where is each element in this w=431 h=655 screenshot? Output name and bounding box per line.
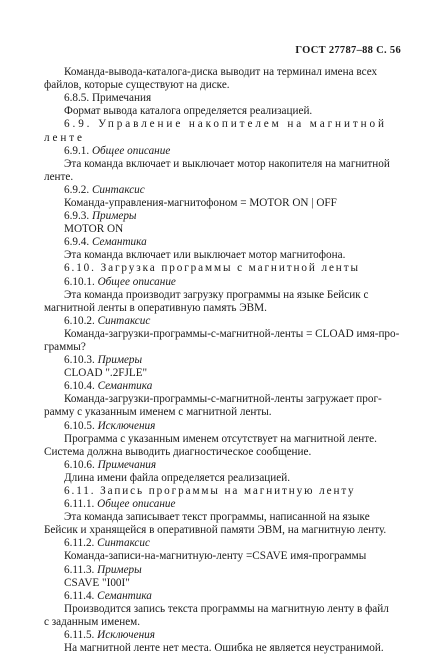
text-line: рамму с указанным именем с магнитной ленты. [44, 406, 272, 419]
text-line: Команда-вывода-каталога-диска выводит на терминал имена всех [64, 66, 378, 78]
text-line: с заданным именем. [44, 615, 141, 628]
text-line: Эта команда производит загрузку программы на языке Бейсик с [64, 288, 369, 301]
subsection-heading: 6.10.1. Общее описание [64, 275, 176, 288]
text-line: Команда-управления-магнитофоном = MOTOR ON | OFF [64, 196, 337, 209]
text-line: Программа с указанным именем отсутствует на магнитной ленте. [64, 432, 377, 445]
text-line: Формат вывода каталога определяется реализацией. [64, 105, 313, 118]
text-line: Бейсик и хранящейся в оперативной памяти ЭВМ, на магнитную ленту. [44, 524, 387, 537]
subsection-heading: 6.11.2. Синтаксис [64, 537, 150, 550]
section-heading: 6.10. Загрузка программы с магнитной ленты [64, 262, 360, 275]
subsection-heading: 6.11.1. Общее описание [64, 498, 176, 510]
section-heading: 6.9. Управление накопителем на магнитной [64, 118, 387, 131]
section-heading: 6.11. Запись программы на магнитную ленту [64, 484, 356, 497]
text-line: Команда-записи-на-магнитную-ленту =CSAVE имя-программы [64, 550, 367, 563]
code-example: CLOAD ".2FJLE" [64, 367, 148, 380]
subsection-heading: 6.10.2. Синтаксис [64, 314, 151, 327]
text-line: 6.8.5. Примечания [64, 92, 152, 105]
text-line: ленте. [44, 170, 74, 183]
code-example: MOTOR ON [64, 223, 124, 236]
subsection-heading: 6.9.3. Примеры [64, 210, 137, 222]
page-header: ГОСТ 27787–88 С. 56 [295, 45, 401, 56]
text-line: На магнитной ленте нет места. Ошибка не является неустранимой. [64, 642, 384, 654]
text-line: Команда-загрузки-программы-с-магнитной-ленты = CLOAD имя-про- [64, 327, 400, 340]
text-line: Эта команда включает и выключает мотор накопителя на магнитной [64, 157, 390, 170]
subsection-heading: 6.10.4. Семантика [64, 380, 153, 393]
subsection-heading: 6.10.6. Примечания [64, 458, 157, 471]
subsection-heading: 6.9.4. Семантика [64, 236, 147, 249]
subsection-heading: 6.10.3. Примеры [64, 354, 143, 366]
subsection-heading: 6.9.1. Общее описание [64, 144, 171, 157]
subsection-heading: 6.11.5. Исключения [64, 628, 155, 641]
text-line: граммы? [44, 340, 86, 353]
text-line: Система должна выводить диагностическое сообщение. [44, 445, 312, 458]
text-line: Эта команда включает или выключает мотор магнитофона. [64, 249, 346, 262]
text-line: файлов, которые существуют на диске. [44, 79, 230, 92]
text-line: магнитной ленты в оперативную память ЭВМ. [44, 301, 267, 314]
text-line: Эта команда записывает текст программы, написанной на языке [64, 511, 370, 524]
subsection-heading: 6.11.4. Семантика [64, 589, 152, 602]
text-line: Длина имени файла определяется реализацией. [64, 471, 291, 484]
text-line: Производится запись текста программы на магнитную ленту в файл [64, 602, 389, 615]
subsection-heading: 6.10.5. Исключения [64, 419, 156, 432]
code-example: CSAVE "I00I" [64, 576, 130, 589]
subsection-heading: 6.11.3. Примеры [64, 563, 142, 576]
subsection-heading: 6.9.2. Синтаксис [64, 183, 145, 196]
section-heading-cont: ленте [44, 131, 85, 144]
text-line: Команда-загрузки-программы-с-магнитной-ленты загружает прог- [64, 393, 382, 406]
